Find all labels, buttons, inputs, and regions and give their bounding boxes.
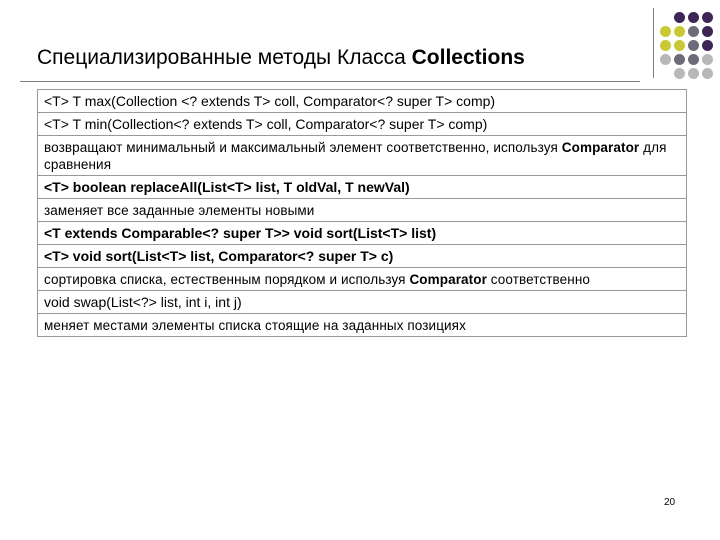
- decor-dot: [702, 54, 713, 65]
- decor-dot: [674, 40, 685, 51]
- method-signature-row: [38, 90, 686, 113]
- row-text: void swap(List<?> list, int i, int j): [44, 294, 242, 310]
- row-text: соответственно: [486, 272, 590, 287]
- row-text: заменяет все заданные элементы новыми: [44, 203, 315, 218]
- decor-dot: [688, 54, 699, 65]
- decor-dot: [702, 68, 713, 79]
- row-text: возвращают минимальный и максимальный элемент соответственно, используя: [44, 140, 562, 155]
- title-underline: [20, 81, 640, 82]
- row-text: <T> boolean replaceAll(List<T> list, T oldVal, T newVal): [44, 179, 410, 195]
- method-description-row: [38, 136, 686, 176]
- row-text: Comparator: [409, 272, 487, 287]
- method-signature-row: [38, 113, 686, 136]
- method-signature-row: [38, 245, 686, 268]
- row-text: <T> void sort(List<T> list, Comparator<? super T> c): [44, 248, 394, 264]
- row-text: <T> T min(Collection<? extends T> coll, Comparator<? super T> comp): [44, 116, 488, 132]
- slide-title: [37, 44, 525, 72]
- row-text: Comparator: [561, 140, 640, 155]
- method-signature-row: [38, 291, 686, 314]
- row-text: для сравнения: [44, 140, 667, 172]
- decor-dot: [660, 12, 671, 23]
- decor-dot: [660, 68, 671, 79]
- decor-dot: [702, 12, 713, 23]
- decor-vertical-rule: [653, 8, 654, 78]
- decor-dot: [688, 40, 699, 51]
- slide-title-prefix: Специализированные методы Класса: [37, 46, 412, 69]
- method-description-row: [38, 268, 686, 291]
- decor-dot: [674, 26, 685, 37]
- slide-title-bold: Collections: [411, 46, 525, 69]
- methods-table: [37, 89, 687, 337]
- method-signature-row: [38, 222, 686, 245]
- decor-dot-grid: [660, 12, 713, 79]
- decor-dot: [660, 26, 671, 37]
- row-text: <T extends Comparable<? super T>> void sort(List<T> list): [44, 225, 437, 241]
- slide-number: 20: [664, 497, 676, 508]
- decor-dot: [688, 26, 699, 37]
- decor-dot: [674, 12, 685, 23]
- method-description-row: [38, 199, 686, 222]
- method-signature-row: [38, 176, 686, 199]
- row-text: меняет местами элементы списка стоящие на заданных позициях: [44, 318, 466, 333]
- decor-dot: [688, 12, 699, 23]
- decor-dot: [674, 68, 685, 79]
- decor-dot: [688, 68, 699, 79]
- decor-dot: [660, 40, 671, 51]
- decor-dot: [674, 54, 685, 65]
- decor-dot: [660, 54, 671, 65]
- row-text: сортировка списка, естественным порядком и используя: [44, 272, 410, 287]
- decor-dot: [702, 40, 713, 51]
- row-text: <T> T max(Collection <? extends T> coll, Comparator<? super T> comp): [44, 93, 496, 109]
- decor-dot: [702, 26, 713, 37]
- method-description-row: [38, 314, 686, 337]
